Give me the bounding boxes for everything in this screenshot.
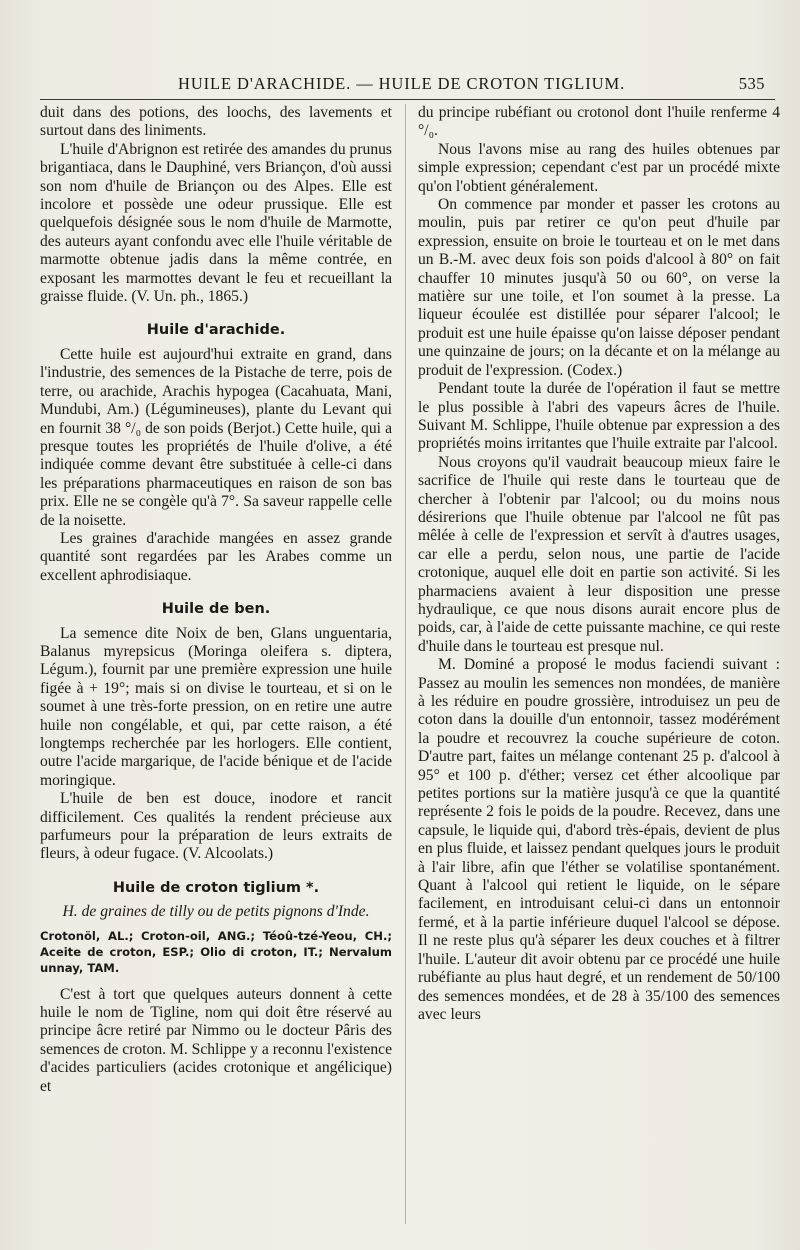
header-rule <box>40 99 775 100</box>
section-heading-croton: Huile de croton tiglium *. <box>112 879 320 896</box>
paragraph: Pendant toute la durée de l'opération il faut se mettre le plus possible à l'abri des vapeurs âcres de l'huile. Suivant M. Schlippe, l'huile obtenue par expression a des propriétés moins irritantes que l'huile extraite par l'alcool. <box>418 380 780 453</box>
page-header <box>40 74 775 98</box>
paragraph: On commence par monder et passer les crotons au moulin, puis par retirer ce qu'on peut d'huile par expression, ensuite on broie le tourteau et on le met dans un B.-M. avec deux fois son poids d'alcool à 80° on fait chauffer 10 minutes jusqu'à 50 ou 60°, on verse la matière sur une toile, et l'on soumet à la presse. La liqueur écoulée est distillée pour séparer l'alcool; le produit est une huile épaisse qu'on laisse déposer pendant une quinzaine de jours; on la décante et on la mélange au produit de l'expression. (Codex.) <box>418 196 780 379</box>
paragraph: M. Dominé a proposé le modus faciendi suivant : Passez au moulin les semences non mondées, de manière à les réduire en poudre grossière, introduisez un peu de coton dans la douille d'un entonnoir, tassez modérément la poudre et recouvrez la couche supérieure de coton. D'autre part, faites un mélange contenant 25 p. d'alcool à 95° et 100 p. d'éther; versez cet éther alcoolique par petites portions sur la matière jusqu'à ce que la quantité représente 2 fois le poids de la poudre. Recevez, dans une capsule, le liquide qui, d'abord très-épais, devient de plus en plus fluide, et laissez pendant quelques jours le produit à l'air libre, afin que l'éther se volatilise spontanément. Quant à l'alcool qui retient le liquide, on le sépare facilement, en introduisant celui-ci dans un entonnoir fermé, et à la partie inférieure duquel l'alcool se dépose. Il ne reste plus qu'à séparer les deux couches et à filtrer l'huile. L'auteur dit avoir obtenu par ce procédé une huile rubéfiante au plus haut degré, et un rendement de 50/100 des semences mondées, et de 28 à 35/100 des semences avec leurs <box>418 656 780 1023</box>
paragraph: duit dans des potions, des loochs, des lavements et surtout dans des liniments. <box>40 104 392 140</box>
section-subtitle: H. de graines de tilly ou de petits pignons d'Inde. <box>62 903 370 921</box>
synonyms-list: Crotonöl, AL.; Croton-oil, ANG.; Téoû-tzé-Yeou, CH.; Aceite de croton, ESP.; Olio di croton, IT.; Nervalum unnay, TAM. <box>40 928 392 975</box>
paragraph: du principe rubéfiant ou crotonol dont l'huile renferme 4 °/₀. <box>418 104 780 140</box>
paragraph: Les graines d'arachide mangées en assez grande quantité sont regardées par les Arabes comme un excellent aphrodisiaque. <box>40 529 392 584</box>
section-heading-arachide: Huile d'arachide. <box>146 322 286 339</box>
right-column <box>418 104 780 1024</box>
paragraph: Nous croyons qu'il vaudrait beaucoup mieux faire le sacrifice de l'huile qui reste dans le tourteau que de chercher à l'obtenir par l'alcool; ou du moins nous désirerions que l'huile obtenue par l'alcool ne fût pas mêlée à celle de l'expression et servît à d'autres usages, car elle a perdu, selon nous, une partie de l'acide crotonique, auquel elle doit en partie son activité. Si les pharmaciens avaient à leur disposition une presse hydraulique, ce que nous disons aurait encore plus de poids, car, à l'aide de cette puissante machine, ce qui reste d'huile dans le tourteau est presque nul. <box>418 453 780 655</box>
page-number: 535 <box>738 74 765 93</box>
paragraph: La semence dite Noix de ben, Glans unguentaria, Balanus myrepsicus (Moringa oleifera s. diptera, Légum.), fournit par une première expression une huile figée à + 19°; mais si on divise le tourteau, et si on le soumet à une très-forte pression, on en retire une autre huile non congélable, et qui, par cette raison, a été longtemps recherchée par les horlogers. Elle contient, outre l'acide margarique, de l'acide bénique et de l'acide moringique. <box>40 624 392 789</box>
paragraph: Nous l'avons mise au rang des huiles obtenues par simple expression; cependant c'est par un procédé mixte qu'on l'obtient généralement. <box>418 140 780 195</box>
paragraph: L'huile d'Abrignon est retirée des amandes du prunus brigantiaca, dans le Dauphiné, vers Briançon, d'où aussi son nom d'huile de Briançon ou des Alpes. Elle est incolore et possède une odeur prussique. Elle est quelquefois désignée sous le nom d'huile de Marmotte, des auteurs ayant confondu avec elle l'huile véritable de marmotte obtenue jadis dans la même contrée, en exposant les marmottes devant le feu et recueillant la graisse fluide. (V. Un. ph., 1865.) <box>40 140 392 306</box>
paragraph: L'huile de ben est douce, inodore et rancit difficilement. Ces qualités la rendent précieuse aux parfumeurs pour la préparation de leurs extraits de fleurs, à odeur fugace. (V. Alcoolats.) <box>40 790 392 863</box>
running-head: HUILE D'ARACHIDE. — HUILE DE CROTON TIGLIUM. <box>178 74 626 93</box>
column-divider <box>405 104 406 1224</box>
section-heading-ben: Huile de ben. <box>161 601 271 618</box>
paragraph: Cette huile est aujourd'hui extraite en grand, dans l'industrie, des semences de la Pistache de terre, pois de terre, ou arachide, Arachis hypogea (Cacahuata, Mani, Mundubi, Am.) (Légumineuses), plante du Levant qui en fournit 38 °/₀ de son poids (Berjot.) Cette huile, qui a presque toutes les propriétés de l'huile d'olive, a été indiquée comme devant être substituée à celle-ci dans les préparations pharmaceutiques en raison de son bas prix. Elle ne se congèle qu'à 7°. Sa saveur rappelle celle de la noisette. <box>40 345 392 529</box>
paragraph: C'est à tort que quelques auteurs donnent à cette huile le nom de Tigline, nom qui doit être réservé au principe âcre retiré par Nimmo ou le docteur Pâris des semences de croton. M. Schlippe y a reconnu l'existence d'acides particuliers (acides crotonique et angélicique) et <box>40 985 392 1095</box>
left-column <box>40 104 392 1096</box>
